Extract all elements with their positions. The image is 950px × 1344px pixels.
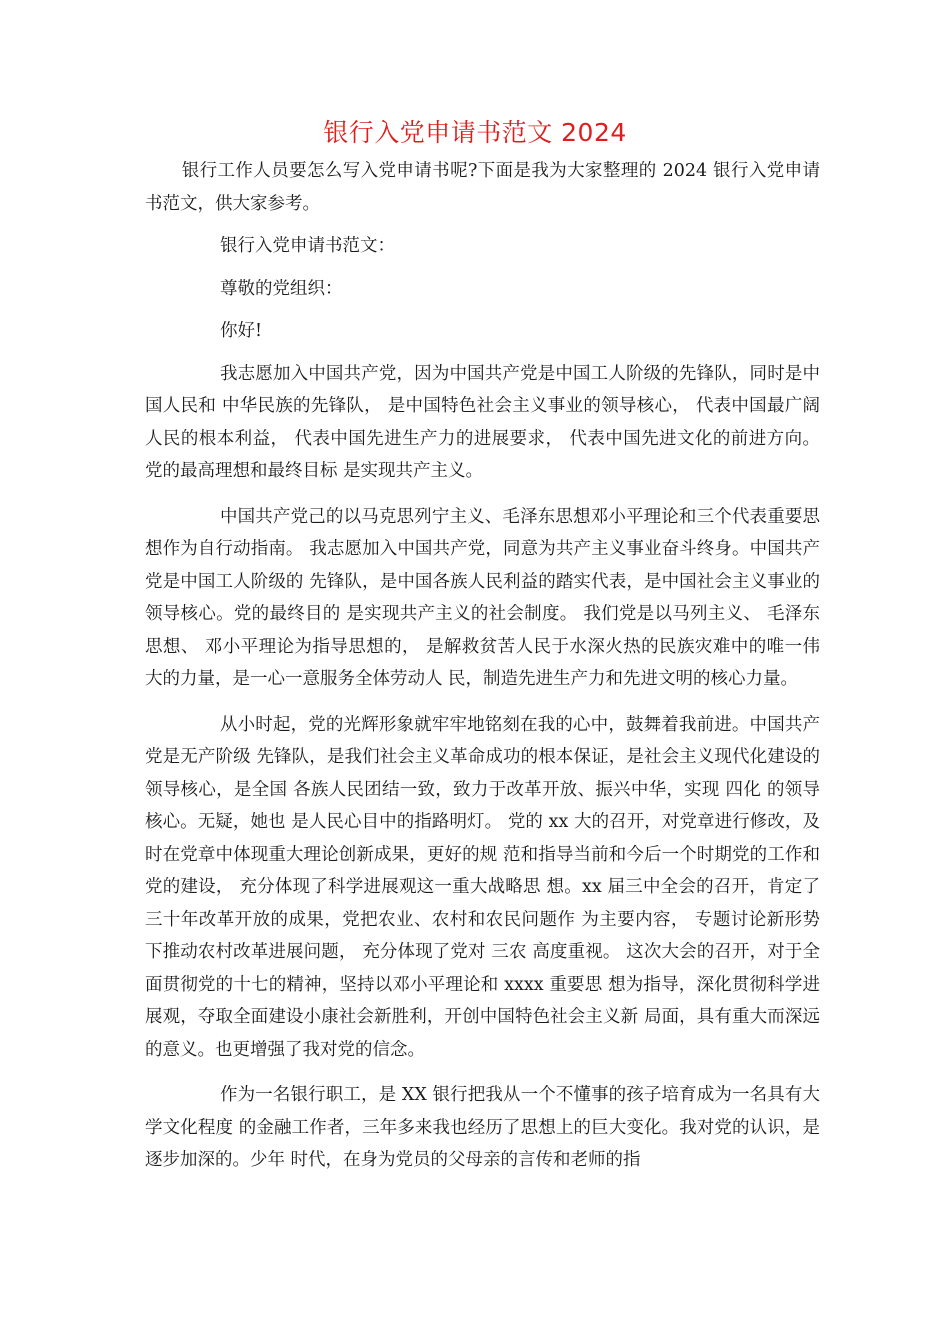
body-paragraph-2: 中国共产党己的以马克思列宁主义、毛泽东思想邓小平理论和三个代表重要思想作为自行动指南。 我志愿加入中国共产党，同意为共产主义事业奋斗终身。中国共产党是中国工人阶级的 先锋队，是中国各族人民利益的踏实代表，是中国社会主义事业的领导核心。党的最终目的 是实现共产主义的社会制度。 我们党是以马列主义、 毛泽东思想、 邓小平理论为指导思想的， 是解救贫苦人民于水深火热的民族灾难中的唯一伟大的力量，是一心一意服务全体劳动人 民，制造先进生产力和先进文明的核心力量。 (145, 506, 820, 689)
body-paragraph-1: 我志愿加入中国共产党，因为中国共产党是中国工人阶级的先锋队，同时是中国人民和 中华民族的先锋队， 是中国特色社会主义事业的领导核心， 代表中国最广阔人民的根本利益， 代表中国先进生产力的进展要求， 代表中国先进文化的前进方向。 党的最高理想和最终目标 是实现共产主义。 (145, 363, 820, 481)
document-body (145, 155, 820, 1177)
intro-paragraph: 银行工作人员要怎么写入党申请书呢?下面是我为大家整理的 2024 银行入党申请书范文，供大家参考。 (145, 161, 820, 214)
body-paragraph-3: 从小时起，党的光辉形象就牢牢地铭刻在我的心中，鼓舞着我前进。中国共产党是无产阶级 先锋队，是我们社会主义革命成功的根本保证，是社会主义现代化建设的领导核心，是全国 各族人民团结一致，致力于改革开放、振兴中华，实现 四化 的领导核心。无疑，她也 是人民心目中的指路明灯。 党的 xx 大的召开，对党章进行修改，及时在党章中体现重大理论创新成果，更好的规 范和指导当前和今后一个时期党的工作和党的建设， 充分体现了科学进展观这一重大战略思 想。xx 届三中全会的召开，肯定了三十年改革开放的成果，党把农业、农村和农民问题作 为主要内容， 专题讨论新形势下推动农村改革进展问题， 充分体现了党对 三农 高度重视。 这次大会的召开，对于全面贯彻党的十七的精神，坚持以邓小平理论和 xxxx 重要思 想为指导，深化贯彻科学进展观，夺取全面建设小康社会新胜利，开创中国特色社会主义新 局面，具有重大而深远的意义。也更增强了我对党的信念。 (145, 714, 820, 1060)
salutation: 尊敬的党组织： (220, 278, 343, 299)
greeting: 你好! (220, 321, 263, 341)
body-paragraph-4: 作为一名银行职工，是 XX 银行把我从一个不懂事的孩子培育成为一名具有大学文化程度 的金融工作者，三年多来我也经历了思想上的巨大变化。我对党的认识，是逐步加深的。少年 时代，在身为党员的父母亲的言传和老师的指 (145, 1085, 820, 1170)
subheading: 银行入党申请书范文： (220, 236, 395, 256)
document-title: 银行入党申请书范文 2024 (323, 118, 627, 147)
